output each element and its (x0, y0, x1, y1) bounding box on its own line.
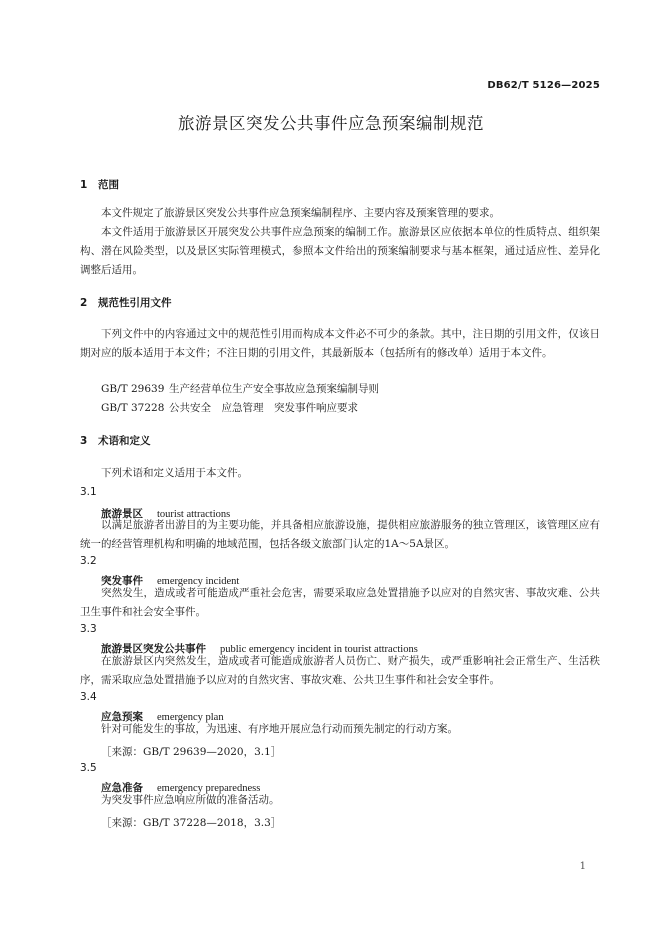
ref-code: GB/T 29639 (101, 383, 165, 395)
section-title: 术语和定义 (98, 435, 151, 447)
term-en: tourist attractions (157, 509, 231, 520)
term-en: emergency plan (157, 712, 224, 723)
term-en: emergency incident (157, 576, 240, 587)
ref-name: 公共安全 应急管理 突发事件响应要求 (169, 402, 358, 414)
section-number: 2 (80, 297, 88, 309)
term-zh: 应急预案 (101, 711, 143, 723)
term-definition: 在旅游景区内突然发生，造成或者可能造成旅游者人员伤亡、财产损失，或严重影响社会正常生产、生活秩序，需采取应急处置措施予以应对的自然灾害、事故灾难、公共卫生事件和社会安全事件。 (80, 655, 600, 686)
section-1-heading (80, 177, 119, 192)
section-title: 范围 (98, 179, 119, 191)
term-definition: 以满足旅游者出游目的为主要功能，并具备相应旅游设施，提供相应旅游服务的独立管理区，该管理区应有统一的经营管理机构和明确的地域范围，包括各级文旅部门认定的1A～5A景区。 (80, 519, 600, 550)
term-definition: 针对可能发生的事故，为迅速、有序地开展应急行动而预先制定的行动方案。 (101, 723, 458, 735)
term-zh: 突发事件 (101, 575, 143, 587)
standard-number: DB62/T 5126—2025 (487, 80, 600, 91)
term-source: ［来源：GB/T 37228—2018，3.3］ (101, 817, 282, 829)
section-title: 规范性引用文件 (98, 297, 172, 309)
clause-number: 3.4 (80, 691, 97, 703)
paragraph: 下列文件中的内容通过文中的规范性引用而构成本文件必不可少的条款。其中，注日期的引用文件，仅该日期对应的版本适用于本文件；不注日期的引用文件，其最新版本（包括所有的修改单）适用于本文件。 (80, 328, 600, 359)
clause-number: 3.1 (80, 486, 97, 498)
normative-reference (101, 400, 358, 415)
section-intro: 下列术语和定义适用于本文件。 (101, 467, 248, 479)
normative-reference (101, 381, 379, 396)
term-zh: 旅游景区 (101, 508, 143, 520)
clause-number: 3.3 (80, 623, 97, 635)
section-number: 3 (80, 435, 88, 447)
document-title: 旅游景区突发公共事件应急预案编制规范 (178, 114, 484, 133)
section-number: 1 (80, 179, 88, 191)
ref-code: GB/T 37228 (101, 402, 165, 414)
term-en: emergency preparedness (157, 783, 261, 794)
section-2-heading (80, 295, 172, 310)
term-definition: 突然发生，造成或者可能造成严重社会危害，需要采取应急处置措施予以应对的自然灾害、事故灾难、公共卫生事件和社会安全事件。 (80, 587, 600, 618)
term-source: ［来源：GB/T 29639—2020，3.1］ (101, 746, 282, 758)
term-zh: 旅游景区突发公共事件 (101, 643, 206, 655)
page-number: 1 (579, 861, 586, 872)
term-en: public emergency incident in tourist attractions (220, 644, 418, 655)
ref-name: 生产经营单位生产安全事故应急预案编制导则 (169, 383, 379, 395)
term-definition: 为突发事件应急响应所做的准备活动。 (101, 794, 280, 806)
clause-number: 3.2 (80, 555, 97, 567)
paragraph: 本文件适用于旅游景区开展突发公共事件应急预案的编制工作。旅游景区应依据本单位的性质特点、组织架构、潜在风险类型，以及景区实际管理模式，参照本文件给出的预案编制要求与基本框架，通过适应性、差异化调整后适用。 (80, 226, 600, 276)
section-3-heading (80, 433, 151, 448)
clause-number: 3.5 (80, 762, 97, 774)
term-zh: 应急准备 (101, 782, 143, 794)
paragraph: 本文件规定了旅游景区突发公共事件应急预案编制程序、主要内容及预案管理的要求。 (101, 207, 500, 219)
